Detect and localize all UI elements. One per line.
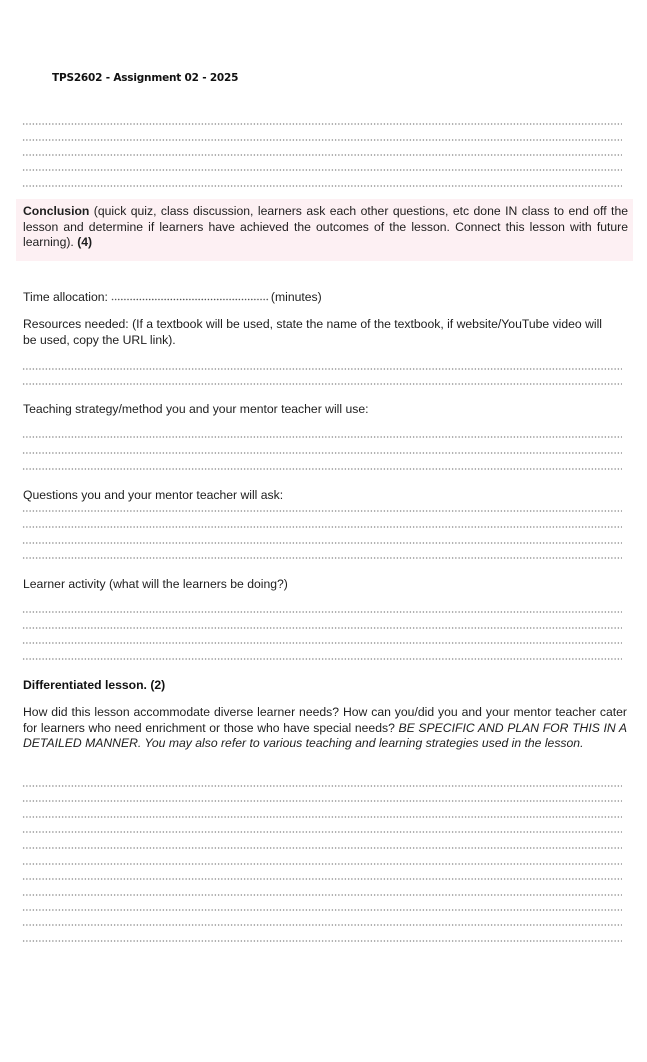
learner-activity-label: Learner activity (what will the learners be doing?) (23, 577, 288, 591)
answer-line[interactable] (22, 452, 622, 454)
answer-line[interactable] (22, 123, 622, 125)
answer-line[interactable] (22, 557, 622, 559)
conclusion-instruction (23, 204, 628, 251)
questions-label: Questions you and your mentor teacher will ask: (23, 488, 284, 502)
differentiated-heading: Differentiated lesson. (2) (23, 678, 166, 692)
answer-line[interactable] (22, 542, 622, 544)
answer-line[interactable] (22, 847, 622, 849)
answer-line[interactable] (22, 894, 622, 896)
answer-line[interactable] (22, 154, 622, 156)
answer-line[interactable] (22, 611, 622, 613)
document-header-title: TPS2602 - Assignment 02 - 2025 (52, 72, 239, 84)
answer-line[interactable] (22, 510, 622, 512)
answer-line[interactable] (22, 816, 622, 818)
answer-line[interactable] (22, 909, 622, 911)
conclusion-heading: Conclusion (23, 204, 90, 218)
differentiated-emphasis: BE SPECIFIC AND PLAN FOR THIS IN A DETAILED MANNER. You may also refer to various teaching and learning strategies used in the lesson. (23, 720, 627, 751)
time-allocation-label: Time allocation: (23, 290, 108, 304)
answer-line[interactable] (22, 878, 622, 880)
conclusion-description: (quick quiz, class discussion, learners ask each other questions, etc done IN class to end off the lesson and determine if learners have achieved the outcomes of the lesson. Connect this lesson with future learning). (23, 204, 628, 250)
conclusion-marks: (4) (77, 235, 93, 250)
answer-line[interactable] (22, 169, 622, 171)
answer-line[interactable] (22, 383, 622, 385)
time-allocation-row (23, 290, 322, 305)
answer-line[interactable] (22, 526, 622, 528)
answer-line[interactable] (22, 940, 622, 942)
answer-line[interactable] (22, 436, 622, 438)
teaching-strategy-label: Teaching strategy/method you and your mentor teacher will use: (23, 402, 369, 416)
answer-line[interactable] (22, 642, 622, 644)
answer-line[interactable] (22, 924, 622, 926)
answer-line[interactable] (22, 468, 622, 470)
time-allocation-input-line[interactable] (111, 293, 269, 301)
differentiated-question: How did this lesson accommodate diverse learner needs? How can you/did you and your mentor teacher cater for learners who need enrichment or those who have special needs? (23, 705, 627, 735)
resources-label: Resources needed: (If a textbook will be used, state the name of the textbook, if website/YouTube video will be used, copy the URL link). (23, 317, 603, 347)
answer-line[interactable] (22, 800, 622, 802)
answer-line[interactable] (22, 185, 622, 187)
answer-line[interactable] (22, 785, 622, 787)
time-allocation-unit: (minutes) (270, 290, 322, 304)
answer-line[interactable] (22, 368, 622, 370)
answer-line[interactable] (22, 627, 622, 629)
answer-line[interactable] (22, 863, 622, 865)
answer-line[interactable] (22, 831, 622, 833)
answer-line[interactable] (22, 139, 622, 141)
answer-line[interactable] (22, 658, 622, 660)
differentiated-instruction (23, 705, 627, 752)
